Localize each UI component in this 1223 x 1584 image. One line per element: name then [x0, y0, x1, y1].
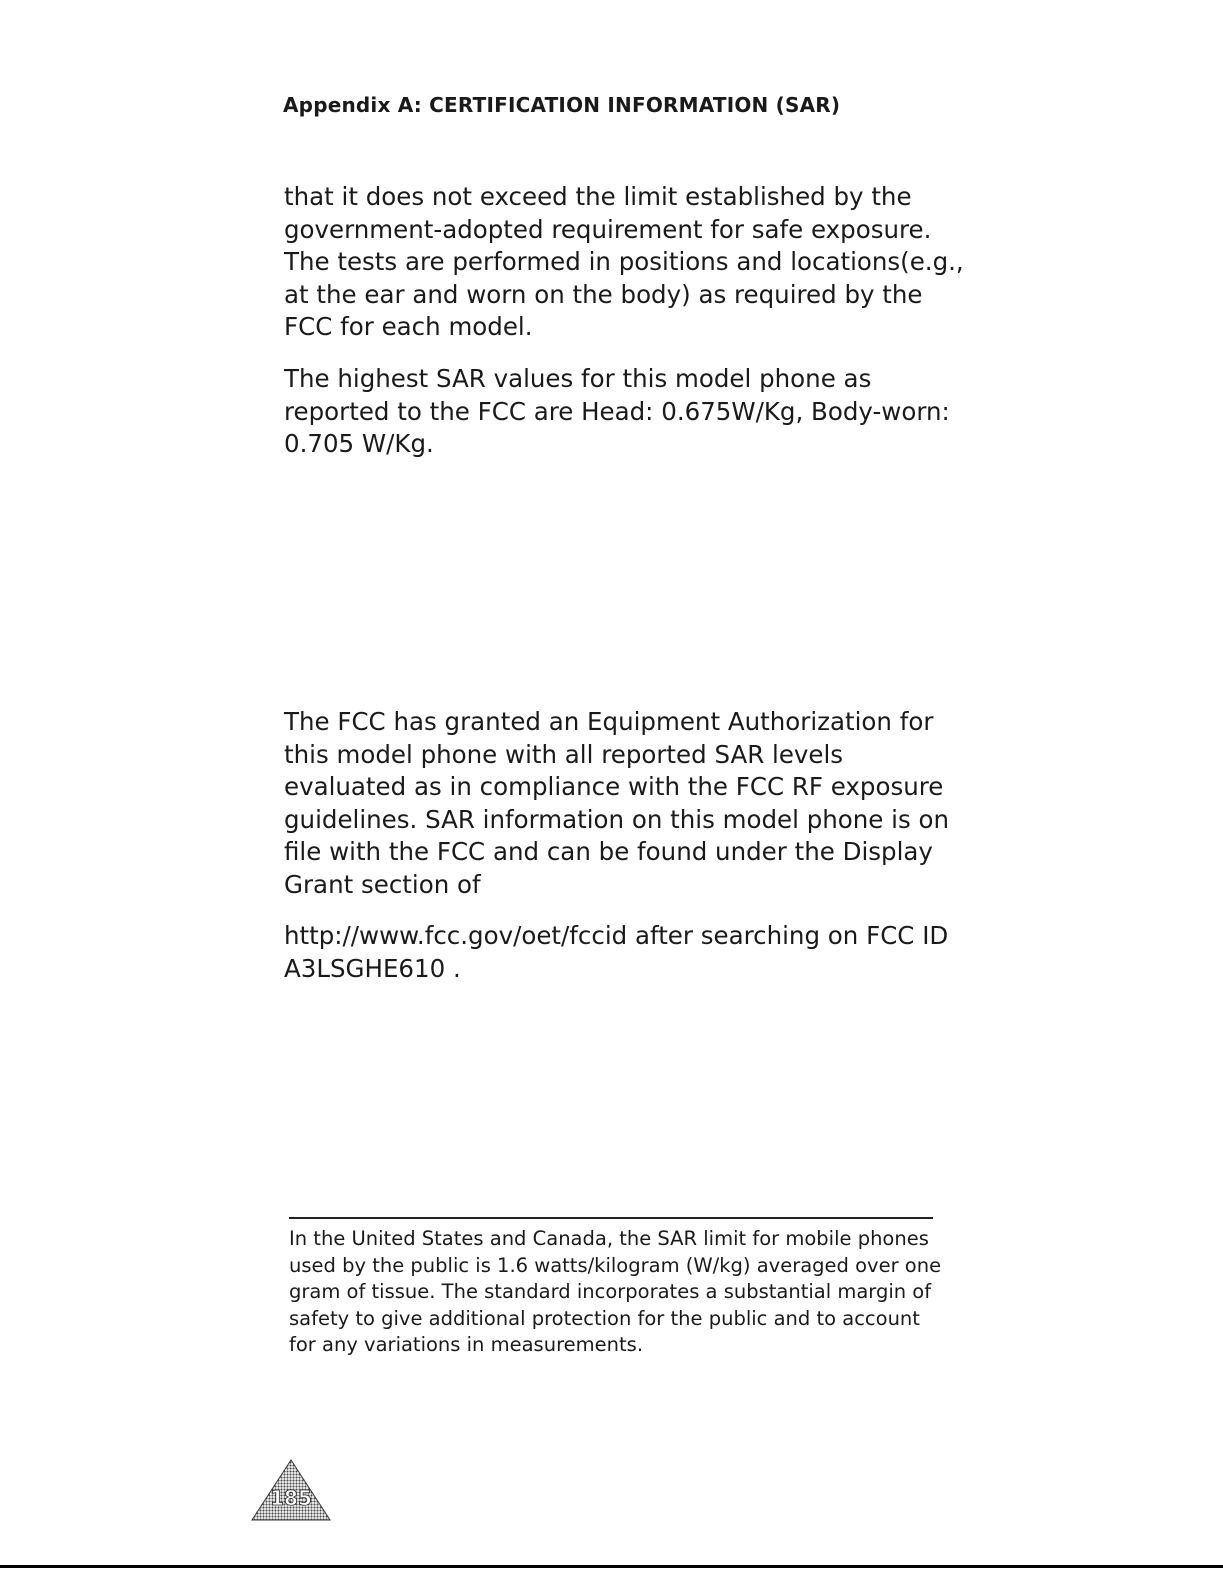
- body-paragraph-fcc-link: [284, 920, 964, 985]
- page-number-badge: [250, 1458, 332, 1522]
- body-paragraph-exposure-tests: [284, 181, 964, 344]
- paragraph-text: http://www.fcc.gov/oet/fccid after searching on FCC ID A3LSGHE610 .: [284, 921, 949, 983]
- page-number: 185: [270, 1486, 312, 1510]
- paragraph-text: that it does not exceed the limit established by the government-adopted requirement for safe exposure. The tests are performed in positions and locations(e.g., at the ear and worn on the body) as required by the FCC for each model.: [284, 182, 964, 341]
- footnote-divider: [289, 1217, 933, 1219]
- paragraph-text: The FCC has granted an Equipment Authorization for this model phone with all reported SAR levels evaluated as in compliance with the FCC RF exposure guidelines. SAR information on this model phone is on file with the FCC and can be found under the Display Grant section of: [284, 707, 950, 899]
- footnote-text: In the United States and Canada, the SAR limit for mobile phones used by the public is 1.6 watts/kilogram (W/kg) averaged over one gram of tissue. The standard incorporates a substantial margin of safety to give additional protection for the public and to account for any variations in measurements.: [289, 1227, 942, 1356]
- paragraph-text: The highest SAR values for this model phone as reported to the FCC are Head: 0.675W/Kg, Body-worn: 0.705 W/Kg.: [284, 364, 950, 458]
- page-header: Appendix A: CERTIFICATION INFORMATION (SAR): [283, 93, 841, 117]
- page-bottom-border: [0, 1565, 1223, 1568]
- body-paragraph-sar-values: [284, 363, 964, 461]
- body-paragraph-equipment-authorization: [284, 706, 964, 901]
- footnote: [289, 1226, 949, 1359]
